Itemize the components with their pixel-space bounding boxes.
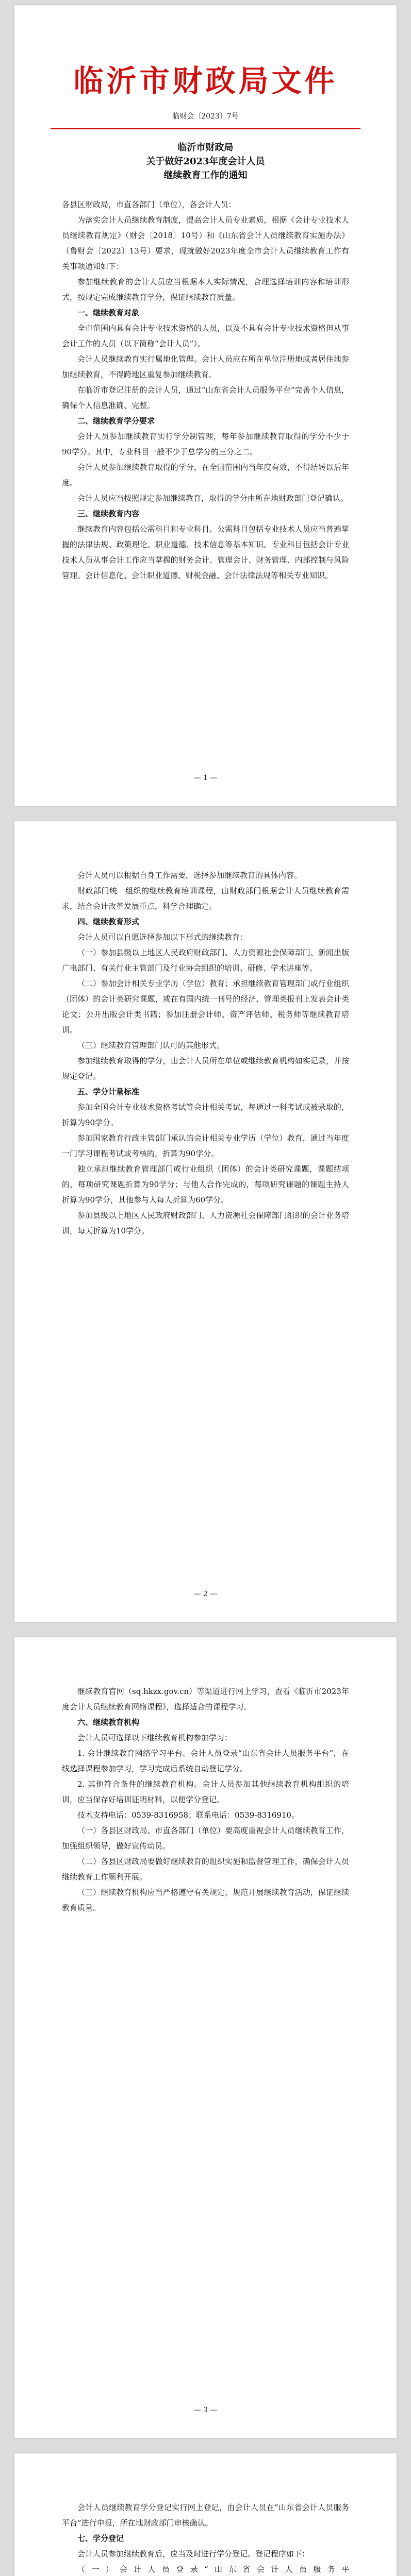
paragraph: 参加继续教育取得的学分，由会计人员所在单位或继续教育机构如实记录，并按规定登记。 [62,1056,349,1081]
paragraph: 继续教育内容包括公需科目和专业科目。公需科目包括专业技术人员应当普遍掌握的法律法规、政策理论、职业道德、技术信息等基本知识。专业科目包括会计专业技术人员从事会计工作应当掌握的财务会计、管理会计、财务管理、内部控制与风险管理、会计信息化、会计职业道德、财税金融、会计法律法规等相关专业知识。 [62,524,349,580]
page-number: — 3 — [193,2406,218,2414]
paragraph: （二）参加会计相关专业学历（学位）教育；承担继续教育管理部门或行业组织（团体）的会计类研究课题，或在有国内统一刊号的经济、管理类报刊上发表会计类论文；公开出版会计类书籍；参加注册会计师、资产评估师、税务师等继续教育培训。 [62,979,349,1035]
section-heading: 七、学分登记 [77,2534,124,2543]
paragraph: 技术支持电话：0539-8316958；联系电话：0539-8316910。 [77,1810,300,1820]
paragraph: 为落实会计人员继续教育制度，提高会计人员专业素质，根据《会计专业技术人员继续教育规定》（财会〔2018〕10号）和《山东省会计人员继续教育实施办法》（鲁财会〔2022〕13号）要求，现就做好2023年度全市会计人员继续教育工作有关事项通知如下： [62,215,349,271]
paragraph: （二）各县区财政局要做好继续教育的组织实施和监督管理工作，确保会计人员继续教育工作顺利开展。 [62,1857,349,1882]
paragraph: 参加继续教育的会计人员应当根据本人实际情况，合理选择培训内容和培训形式，按规定完成继续教育学分，保证继续教育质量。 [62,277,349,302]
page-4-body [62,2500,349,2576]
paragraph: 1. 会计继续教育网络学习平台。会计人员登录“山东省会计人员服务平台”，在线选择课程参加学习，学习完成后系统自动登记学分。 [62,1749,349,1773]
section-heading: 四、继续教育形式 [77,917,140,926]
red-divider-line [51,128,360,129]
paragraph: 会计人员可选择以下继续教育机构参加学习： [77,1733,233,1742]
paragraph: （一）会计人员登录“山东省会计人员服务平 [77,2565,349,2574]
paragraph: 2. 其他符合条件的继续教育机构。会计人员参加其他继续教育机构组织的培训，应当保存好培训证明材料，以便学分登记。 [62,1780,349,1804]
paragraph: 参加国家教育行政主管部门承认的会计相关专业学历（学位）教育，通过当年度一门学习课程考试或考核的，折算为90学分。 [62,1133,349,1158]
paragraph: 会计人员可以根据自身工作需要，选择参加继续教育的具体内容。 [77,871,302,880]
paragraph: 会计人员参加继续教育实行学分制管理，每年参加继续教育取得的学分不少于90学分。其中，专业科目一般不少于总学分的三分之二。 [62,432,349,456]
paragraph: 参加县级以上地区人民政府财政部门、人力资源社会保障部门组织的会计业务培训，每天折算为10学分。 [62,1211,349,1235]
page-3-body [62,1684,349,1916]
paragraph: 继续教育官网（sq.hkzx.gov.cn）等渠道进行网上学习，查看《临沂市2023年度会计人员继续教育网络课程》，选择适合的课程学习。 [62,1687,349,1711]
paragraph: 会计人员可以自愿选择参加以下形式的继续教育： [77,933,248,942]
page-number: — 2 — [193,1590,218,1598]
document-page-4 [14,2453,397,2576]
section-heading: 六、继续教育机构 [77,1718,140,1727]
paragraph: 在临沂市登记注册的会计人员，通过“山东省会计人员服务平台”完善个人信息，确保个人信息准确、完整。 [62,385,349,410]
paragraph: 全市范围内具有会计专业技术资格的人员，以及不具有会计专业技术资格但从事会计工作的人员（以下简称“会计人员”）。 [62,324,349,348]
salutation: 各县区财政局，市直各部门（单位），各会计人员： [62,200,236,209]
paragraph: 参加全国会计专业技术资格考试等会计相关考试，每通过一科考试或被录取的，折算为90学分。 [62,1103,349,1127]
paragraph: （三）继续教育管理部门认可的其他形式。 [77,1041,225,1050]
document-page-3 [14,1637,397,2438]
document-page-1 [14,5,397,806]
document-title-line-1: 关于做好2023年度会计人员 [146,156,265,167]
issuer-name: 临沂市财政局 [177,142,234,153]
document-number: 临财会〔2023〕7号 [172,112,239,121]
document-page-2 [14,821,397,1622]
document-header-title: 临沂市财政局文件 [73,63,338,98]
page-1-body [62,197,349,583]
paragraph: 会计人员应当按照规定参加继续教育，取得的学分由所在地财政部门登记确认。 [77,494,349,503]
section-heading: 三、继续教育内容 [77,509,140,518]
document-title-line-2: 继续教育工作的通知 [163,170,248,181]
paragraph: 会计人员参加继续教育后，应当及时进行学分登记。登记程序如下： [77,2549,310,2558]
paragraph: 财政部门统一组织的继续教育培训课程，由财政部门根据会计人员继续教育需求，结合会计改革发展重点，科学合理确定。 [62,886,349,911]
section-heading: 二、继续教育学分要求 [77,416,155,426]
paragraph: （三）继续教育机构应当严格遵守有关规定，规范开展继续教育活动，保证继续教育质量。 [62,1888,349,1912]
paragraph: 会计人员参加继续教育取得的学分，在全国范围内当年度有效，不得结转以后年度。 [62,463,349,487]
paragraph: 会计人员继续教育实行属地化管理。会计人员应在所在单位注册地或者居住地参加继续教育，不得跨地区重复参加继续教育。 [62,354,349,379]
page-number: — 1 — [193,774,218,782]
paragraph: 独立承担继续教育管理部门或行业组织（团体）的会计类研究课题，课题结项的，每项研究课题折算为90学分；与他人合作完成的，每项研究课题的课题主持人折算为90学分，其他参与人每人折算为60学分。 [62,1164,349,1205]
section-heading: 一、继续教育对象 [77,308,140,317]
page-2-body [62,868,349,1239]
section-heading: 五、学分计量标准 [77,1087,140,1096]
paragraph: （一）参加县级以上地区人民政府财政部门、人力资源社会保障部门、新闻出版广电部门、有关行业主管部门及行业协会组织的培训、研修、学术讲座等。 [62,948,349,973]
paragraph: （一）各县区财政局、市直各部门（单位）要高度重视会计人员继续教育工作，加强组织领导，做好宣传动员。 [62,1826,349,1851]
paragraph: 会计人员继续教育学分登记实行网上登记，由会计人员在“山东省会计人员服务平台”进行申报，所在地财政部门审核确认。 [62,2503,349,2528]
